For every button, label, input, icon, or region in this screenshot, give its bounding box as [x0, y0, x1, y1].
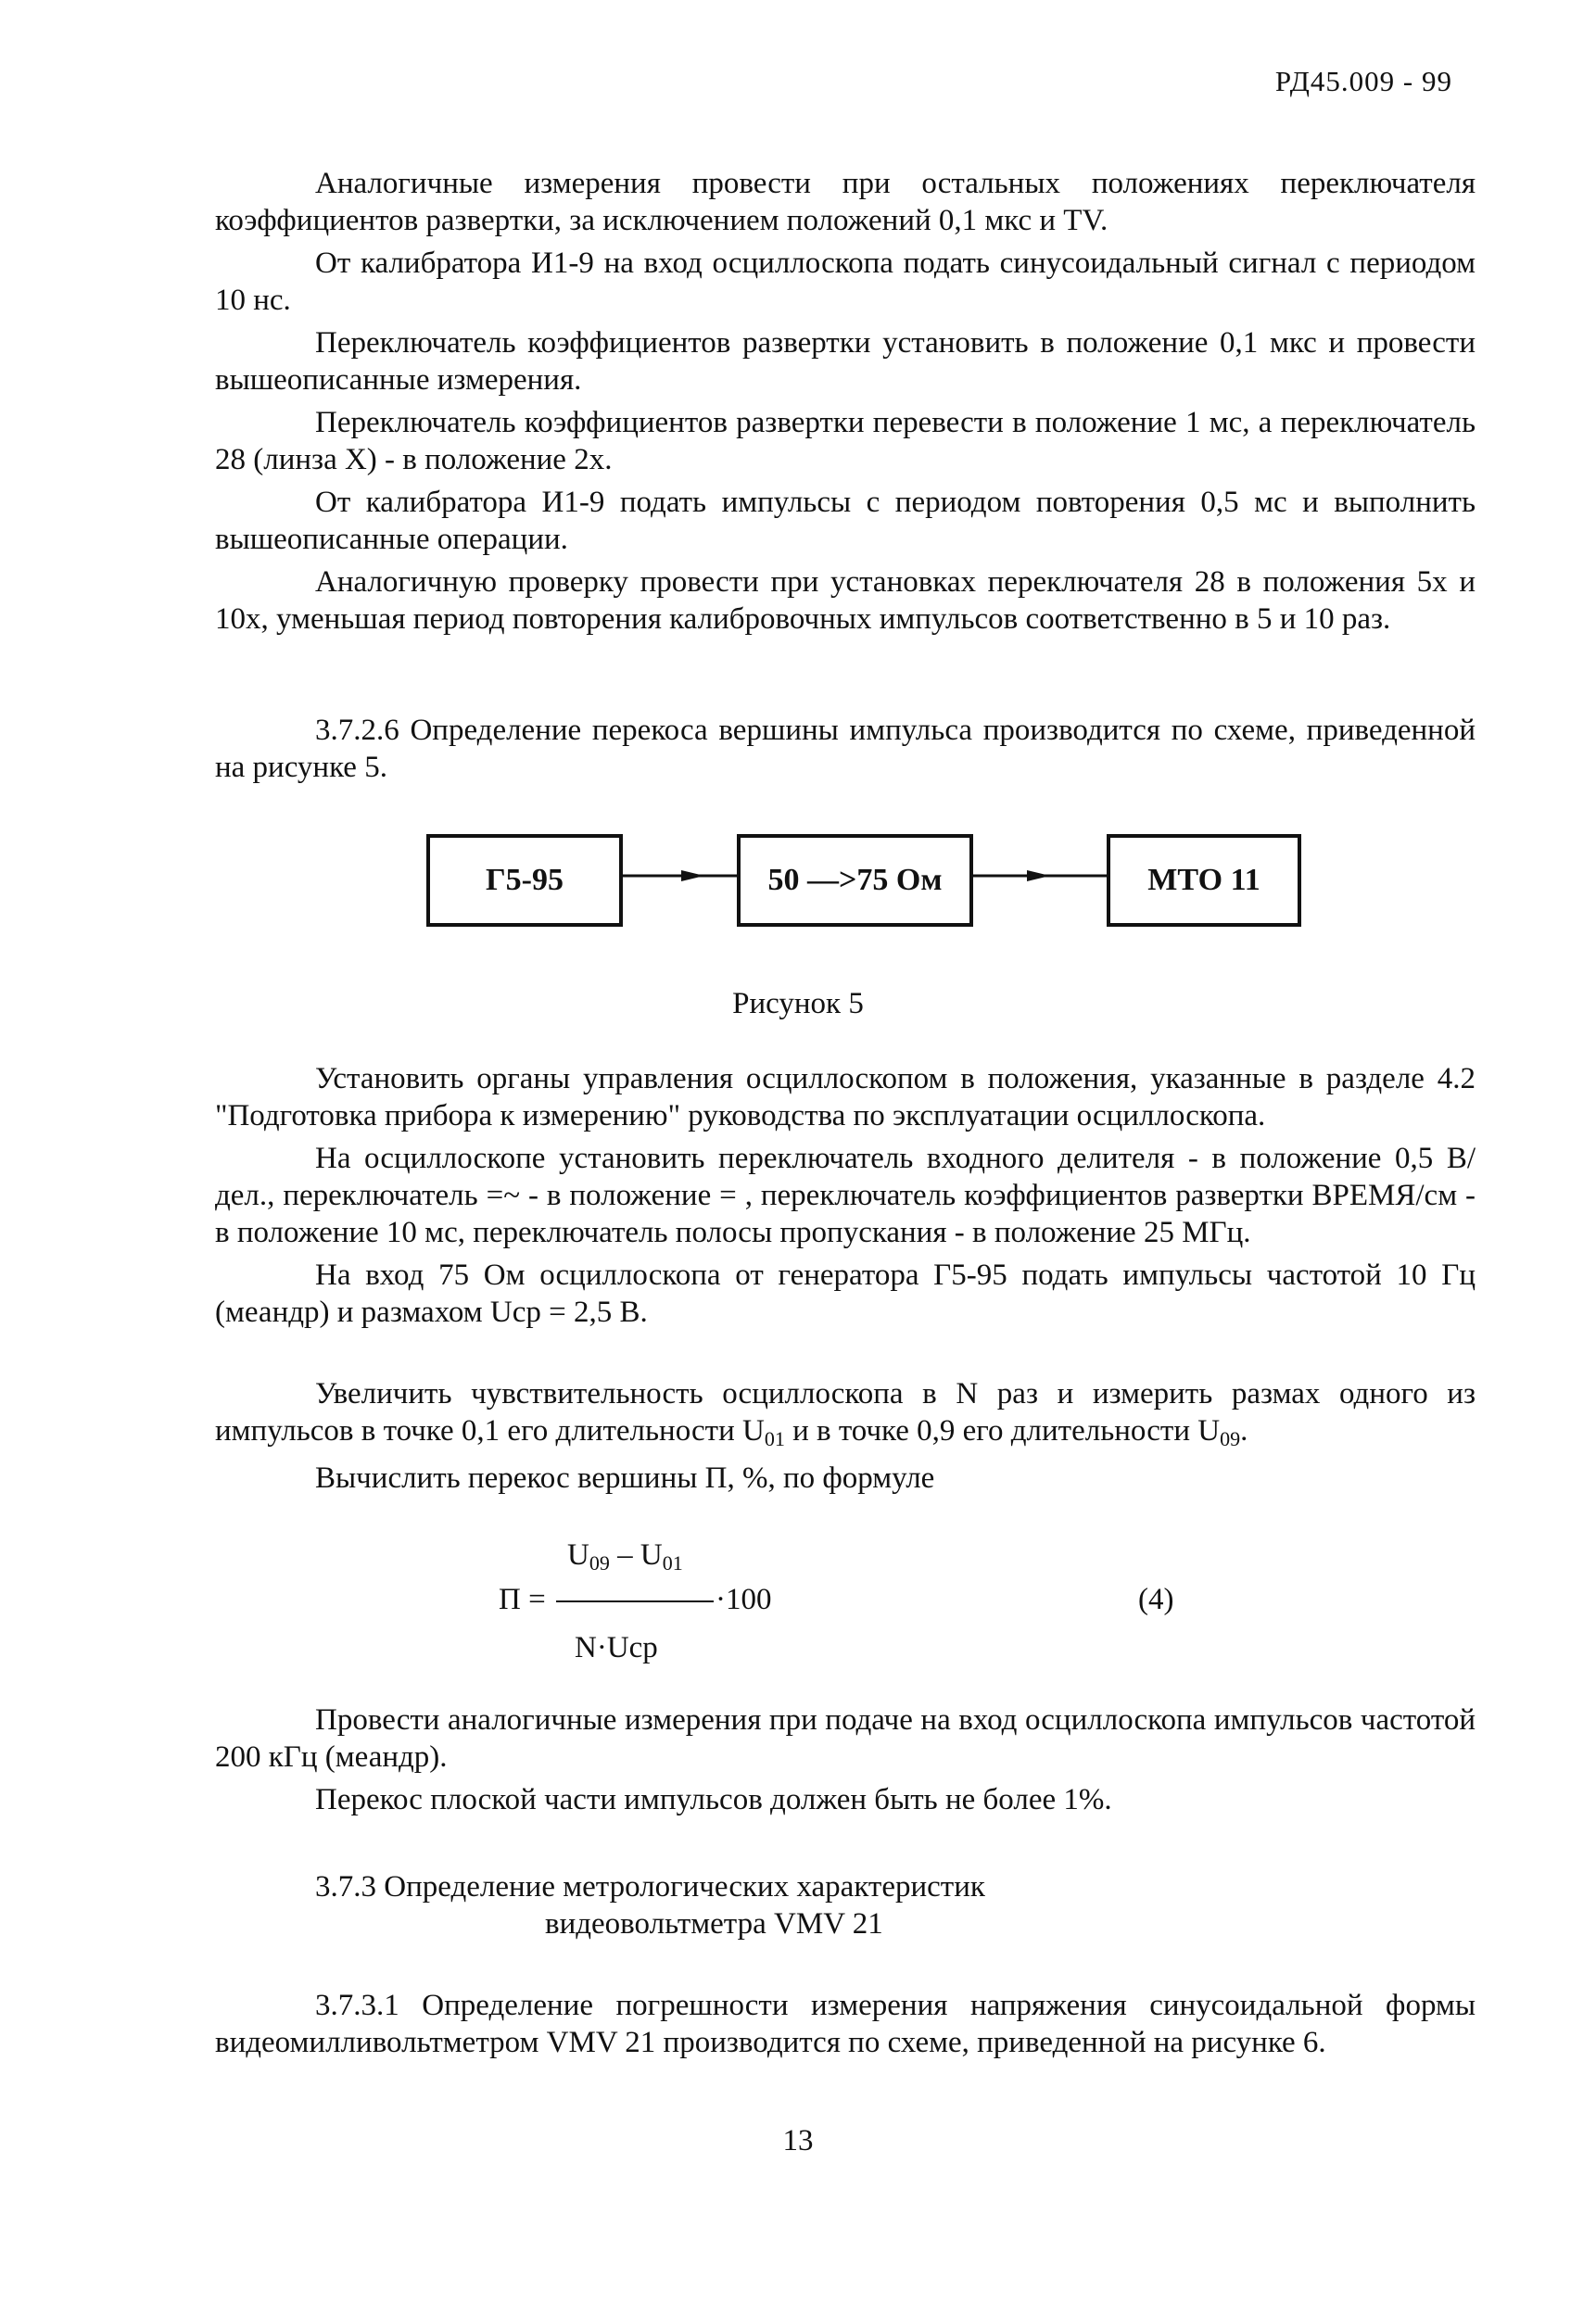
increase-sensitivity-paragraph: Увеличить чувствительность осциллоскопа в N раз и измерить размах одного из импульсов в точке 0,1 его длительности $U_{01}$ и в точке 0,9 его длительности $U_{09}$. [215, 1377, 1476, 1450]
formula-denominator: N·Uср [575, 1631, 658, 1664]
generator-box: Г5-95 [426, 834, 623, 927]
formula-multiplier: ·100 [716, 1583, 772, 1616]
paragraph-block-2 [215, 1060, 1476, 1331]
section-373-heading: 3.7.3 Определение метрологических характеристик [315, 1870, 985, 1904]
arrow-icon [681, 870, 704, 881]
document-code: РД45.009 - 99 [1274, 65, 1452, 97]
section-373-subheading: видеовольтметра VMV 21 [545, 1907, 883, 1941]
section-3726-paragraph: 3.7.2.6 Определение перекоса вершины импульса производится по схеме, приведенной на рисунке 5. [215, 714, 1476, 784]
adapter-box: 50 —>75 Ом [737, 834, 973, 927]
paragraph: Провести аналогичные измерения при подаче на вход осциллоскопа импульсов частотой 200 кГц (меандр). [215, 1703, 1476, 1774]
oscilloscope-box: МТО 11 [1107, 834, 1301, 927]
fraction-bar [556, 1600, 714, 1602]
paragraph: От калибратора И1-9 подать импульсы с периодом повторения 0,5 мс и выполнить вышеописанные операции. [215, 486, 1476, 556]
paragraph: Аналогичные измерения провести при остальных положениях переключателя коэффициентов развертки, за исключением положений 0,1 мкс и TV. [215, 167, 1476, 237]
diagram-connectors [0, 0, 1596, 1019]
paragraph: Переключатель коэффициентов развертки перевести в положение 1 мс, а переключатель 28 (линза X) - в положение 2x. [215, 406, 1476, 476]
arrow-icon [1027, 870, 1050, 881]
formula-numerator: $U_{09} - U_{01}$ [567, 1538, 683, 1575]
formula-lhs: П = [499, 1583, 546, 1616]
paragraph: На вход 75 Ом осциллоскопа от генератора Г5-95 подать импульсы частотой 10 Гц (меандр) и размахом Uср = 2,5 В. [215, 1259, 1476, 1329]
section-3731-paragraph: 3.7.3.1 Определение погрешности измерения напряжения синусоидальной формы видеомилливольтметром VMV 21 производится по схеме, приведенной на рисунке 6. [215, 1989, 1476, 2059]
paragraph: От калибратора И1-9 на вход осциллоскопа подать синусоидальный сигнал с периодом 10 нс. [215, 247, 1476, 317]
paragraph: Перекос плоской части импульсов должен быть не более 1%. [315, 1783, 1112, 1816]
compute-paragraph: Вычислить перекос вершины П, %, по формуле [315, 1461, 935, 1495]
paragraph-block-3 [215, 1701, 1476, 1818]
paragraph: Аналогичную проверку провести при установках переключателя 28 в положения 5x и 10x, уменьшая период повторения калибровочных импульсов соответственно в 5 и 10 раз. [215, 565, 1476, 636]
paragraph: Переключатель коэффициентов развертки установить в положение 0,1 мкс и провести вышеописанные измерения. [215, 326, 1476, 397]
page-number: 13 [782, 2124, 814, 2157]
figure-caption: Рисунок 5 [732, 987, 864, 1020]
paragraph: На осциллоскопе установить переключатель входного делителя - в положение 0,5 В/дел., переключатель =~ - в положение = , переключатель коэффициентов развертки ВРЕМЯ/см - в положение 10 мс, переключатель полосы пропускания - в положение 25 МГц. [215, 1142, 1476, 1249]
paragraph: Установить органы управления осциллоскопом в положения, указанные в разделе 4.2 "Подготовка прибора к измерению" руководства по эксплуатации осциллоскопа. [215, 1062, 1476, 1132]
formula-number: (4) [1138, 1583, 1174, 1616]
